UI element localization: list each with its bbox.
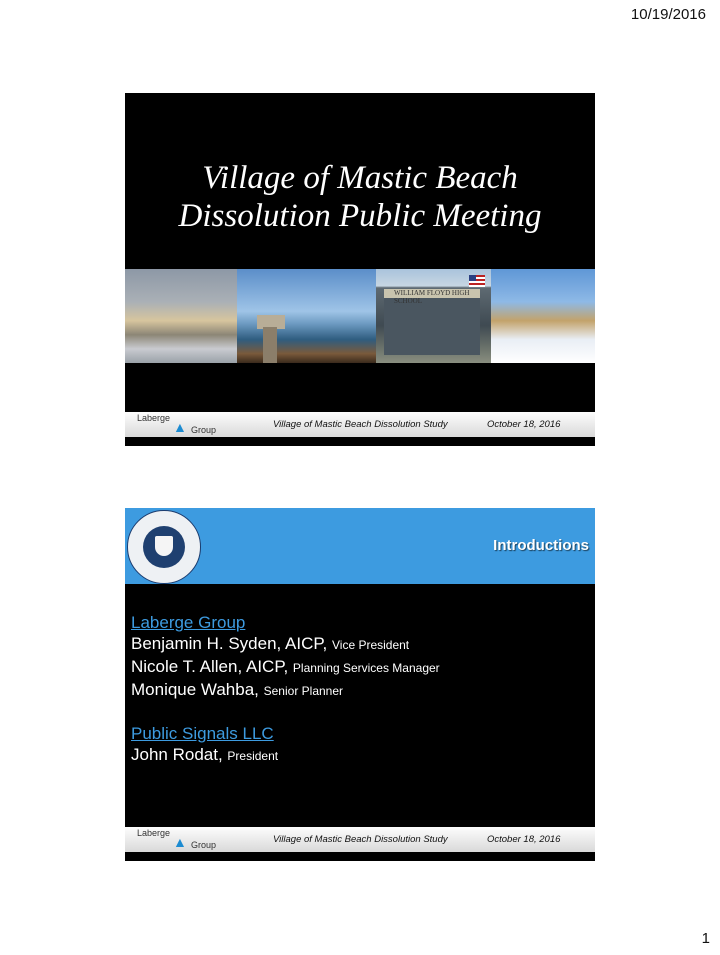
slide-footer [125, 412, 595, 437]
pier-dock [263, 327, 277, 363]
person-row [131, 744, 440, 767]
logo-word-1: Laberge [137, 413, 171, 423]
logo-word-1: Laberge [137, 828, 171, 838]
photo-pier [237, 269, 376, 363]
introductions-slide [125, 508, 595, 861]
photo-strip [125, 269, 595, 363]
org-laberge-group: Laberge Group [131, 613, 246, 632]
page-number: 1 [701, 930, 710, 947]
village-seal-icon [127, 510, 201, 584]
person-name: Nicole T. Allen, AICP, [131, 657, 289, 676]
page-date: 10/19/2016 [630, 6, 706, 23]
title-line-2: Dissolution Public Meeting [178, 198, 542, 234]
footer-study-title: Village of Mastic Beach Dissolution Study [273, 834, 448, 845]
footer-date: October 18, 2016 [487, 834, 561, 845]
laberge-group-logo [133, 828, 223, 852]
person-row [131, 656, 440, 679]
person-row [131, 679, 440, 702]
person-role: Planning Services Manager [292, 661, 440, 675]
header-bar [125, 508, 595, 584]
school-sign: WILLIAM FLOYD HIGH SCHOOL [394, 289, 470, 305]
photo-beach [125, 269, 237, 363]
person-role: President [227, 749, 279, 763]
org-public-signals: Public Signals LLC [131, 724, 274, 743]
title-slide [125, 93, 595, 446]
spacer [131, 702, 440, 723]
introductions-list [131, 612, 440, 767]
slide-footer [125, 827, 595, 852]
footer-date: October 18, 2016 [487, 419, 561, 430]
person-name: Monique Wahba, [131, 680, 259, 699]
person-name: John Rodat, [131, 745, 223, 764]
logo-word-2: Group [191, 425, 217, 435]
slide-title [125, 159, 595, 235]
flag-icon [469, 275, 485, 287]
person-role: Senior Planner [263, 684, 344, 698]
seal-center [143, 526, 185, 568]
map-icon: ▲ [173, 834, 187, 850]
person-row [131, 633, 440, 656]
photo-school [376, 269, 491, 363]
person-name: Benjamin H. Syden, AICP, [131, 634, 328, 653]
person-role: Vice President [331, 638, 410, 652]
footer-study-title: Village of Mastic Beach Dissolution Study [273, 419, 448, 430]
laberge-group-logo [133, 413, 223, 437]
map-icon: ▲ [173, 419, 187, 435]
shield-icon [155, 536, 173, 556]
slide-heading: Introductions [493, 537, 589, 554]
title-line-1: Village of Mastic Beach [202, 160, 518, 196]
photo-snowy-shore [491, 269, 595, 363]
logo-word-2: Group [191, 840, 217, 850]
